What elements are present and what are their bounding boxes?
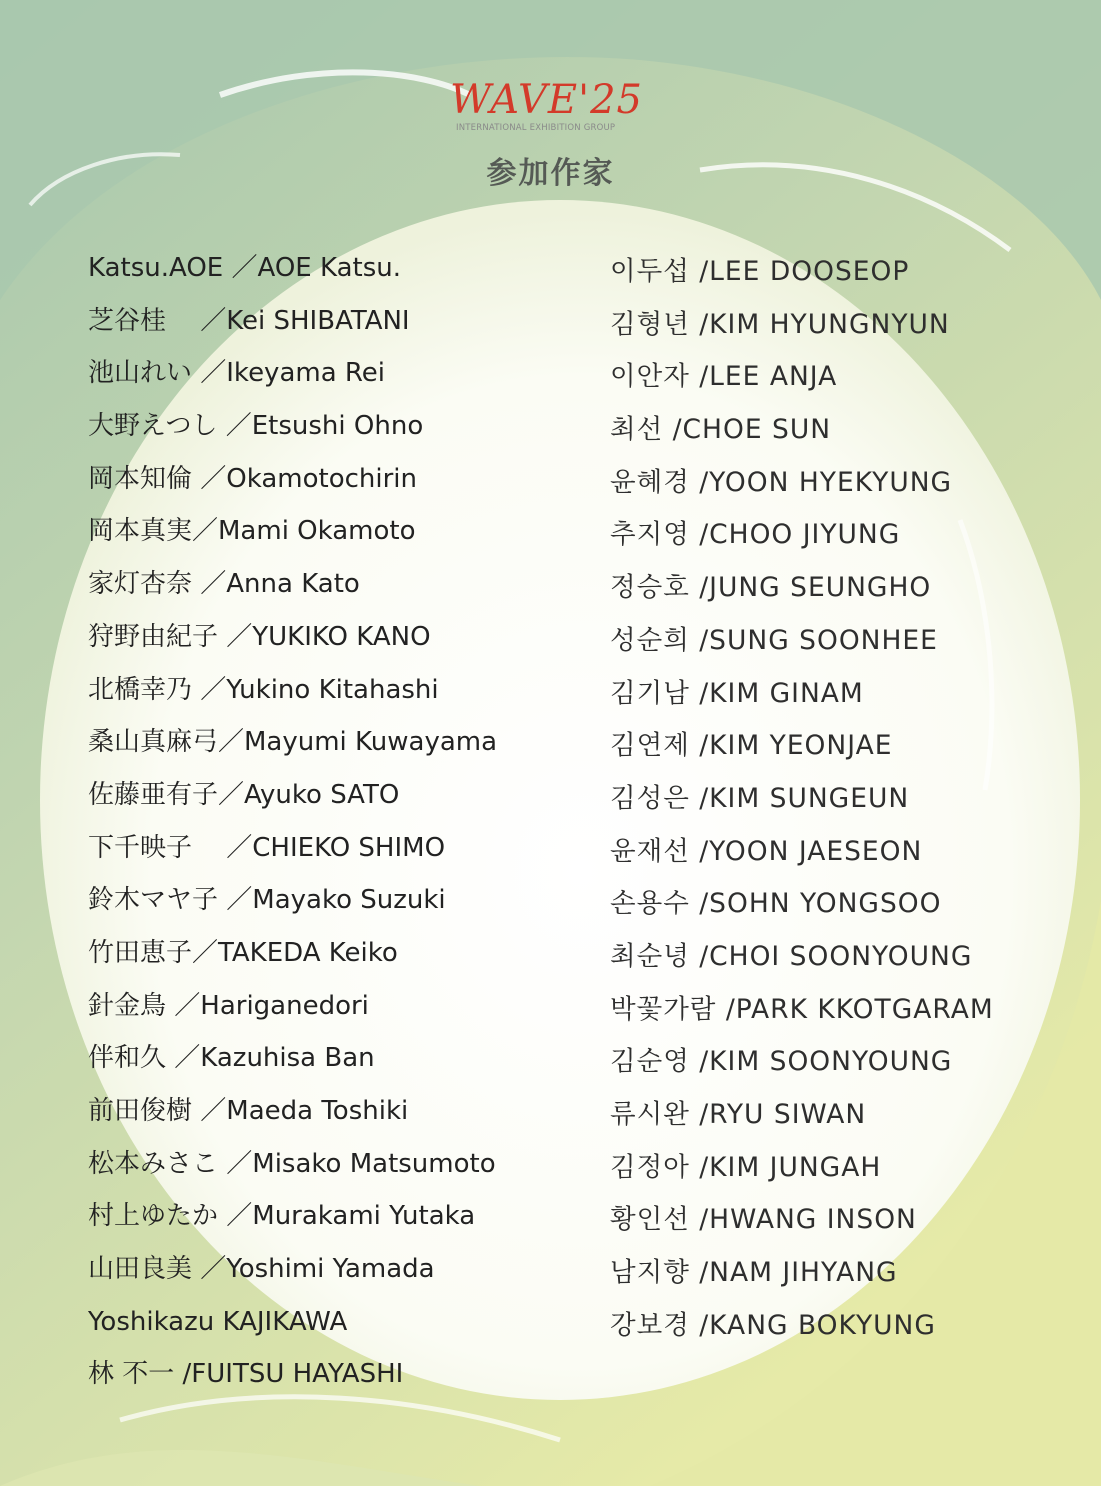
artist-name: 이두섭 /LEE DOOSEOP <box>610 256 910 287</box>
artist-name: 佐藤亜有子／Ayuko SATO <box>88 779 400 810</box>
artist-name: 北橋幸乃 ／Yukino Kitahashi <box>88 674 439 705</box>
artist-name: 大野えつし ／Etsushi Ohno <box>88 411 424 442</box>
artist-name: 윤혜경 /YOON HYEKYUNG <box>610 466 953 498</box>
artist-name: 성순희 /SUNG SOONHEE <box>610 624 938 656</box>
artist-name: 김정아 /KIM JUNGAH <box>610 1151 882 1183</box>
artist-name: 伴和久 ／Kazuhisa Ban <box>88 1043 375 1074</box>
artist-name: 桑山真麻弓／Mayumi Kuwayama <box>88 727 498 758</box>
artist-name: 남지향 /NAM JIHYANG <box>610 1257 898 1289</box>
artist-name: 최선 /CHOE SUN <box>610 414 832 446</box>
artist-name: 狩野由紀子 ／YUKIKO KANO <box>88 621 431 652</box>
artist-name: 家灯杏奈 ／Anna Kato <box>88 569 360 600</box>
logo-subtitle: INTERNATIONAL EXHIBITION GROUP <box>456 123 616 133</box>
artist-name: 김기남 /KIM GINAM <box>610 677 864 709</box>
artist-name: 山田良美 ／Yoshimi Yamada <box>88 1254 435 1285</box>
artist-name: 岡本真実／Mami Okamoto <box>88 516 416 547</box>
artist-name: 前田俊樹 ／Maeda Toshiki <box>88 1096 409 1126</box>
artist-name: 김형년 /KIM HYUNGNYUN <box>610 308 950 340</box>
artist-name: 김순영 /KIM SOONYOUNG <box>610 1046 953 1078</box>
korean-artist-list <box>610 250 994 1356</box>
artist-name: 류시완 /RYU SIWAN <box>610 1099 867 1130</box>
artist-name: 손용수 /SOHN YONGSOO <box>610 888 942 920</box>
artist-name: 竹田恵子／TAKEDA Keiko <box>88 937 398 968</box>
wave25-logo <box>450 78 650 138</box>
artist-name: 村上ゆたか ／Murakami Yutaka <box>88 1201 476 1232</box>
artist-name: 池山れい ／Ikeyama Rei <box>88 358 386 389</box>
artist-name: 林 不一 /FUITSU HAYASHI <box>88 1359 404 1390</box>
artist-name: 박꽃가람 /PARK KKOTGARAM <box>610 993 994 1025</box>
artist-name: 芝谷桂 ／Kei SHIBATANI <box>88 305 410 336</box>
artist-name: 강보경 /KANG BOKYUNG <box>610 1309 936 1341</box>
artist-name: 針金鳥 ／Hariganedori <box>88 990 369 1021</box>
artist-name: 정승호 /JUNG SEUNGHO <box>610 572 932 604</box>
artist-name: 추지영 /CHOO JIYUNG <box>610 519 901 551</box>
artist-name: 윤재선 /YOON JAESEON <box>610 835 923 867</box>
artist-name: 이안자 /LEE ANJA <box>610 361 838 393</box>
artist-name: Yoshikazu KAJIKAWA <box>88 1306 348 1337</box>
japanese-artist-list <box>88 246 497 1405</box>
artist-name: 松本みさこ ／Misako Matsumoto <box>88 1148 496 1179</box>
artist-name: 鈴木マヤ子 ／Mayako Suzuki <box>88 885 446 916</box>
artist-name: 김성은 /KIM SUNGEUN <box>610 782 910 814</box>
artist-name: 김연제 /KIM YEONJAE <box>610 730 893 762</box>
artist-name: 최순녕 /CHOI SOONYOUNG <box>610 940 973 972</box>
artist-name: 下千映子 ／CHIEKO SHIMO <box>88 832 446 863</box>
logo-wordmark: WAVE'25 <box>450 77 643 123</box>
artist-name: Katsu.AOE ／AOE Katsu. <box>88 253 401 283</box>
page-title: 参加作家 <box>486 156 615 191</box>
artist-name: 岡本知倫 ／Okamotochirin <box>88 463 417 494</box>
artist-name: 황인선 /HWANG INSON <box>610 1204 917 1236</box>
